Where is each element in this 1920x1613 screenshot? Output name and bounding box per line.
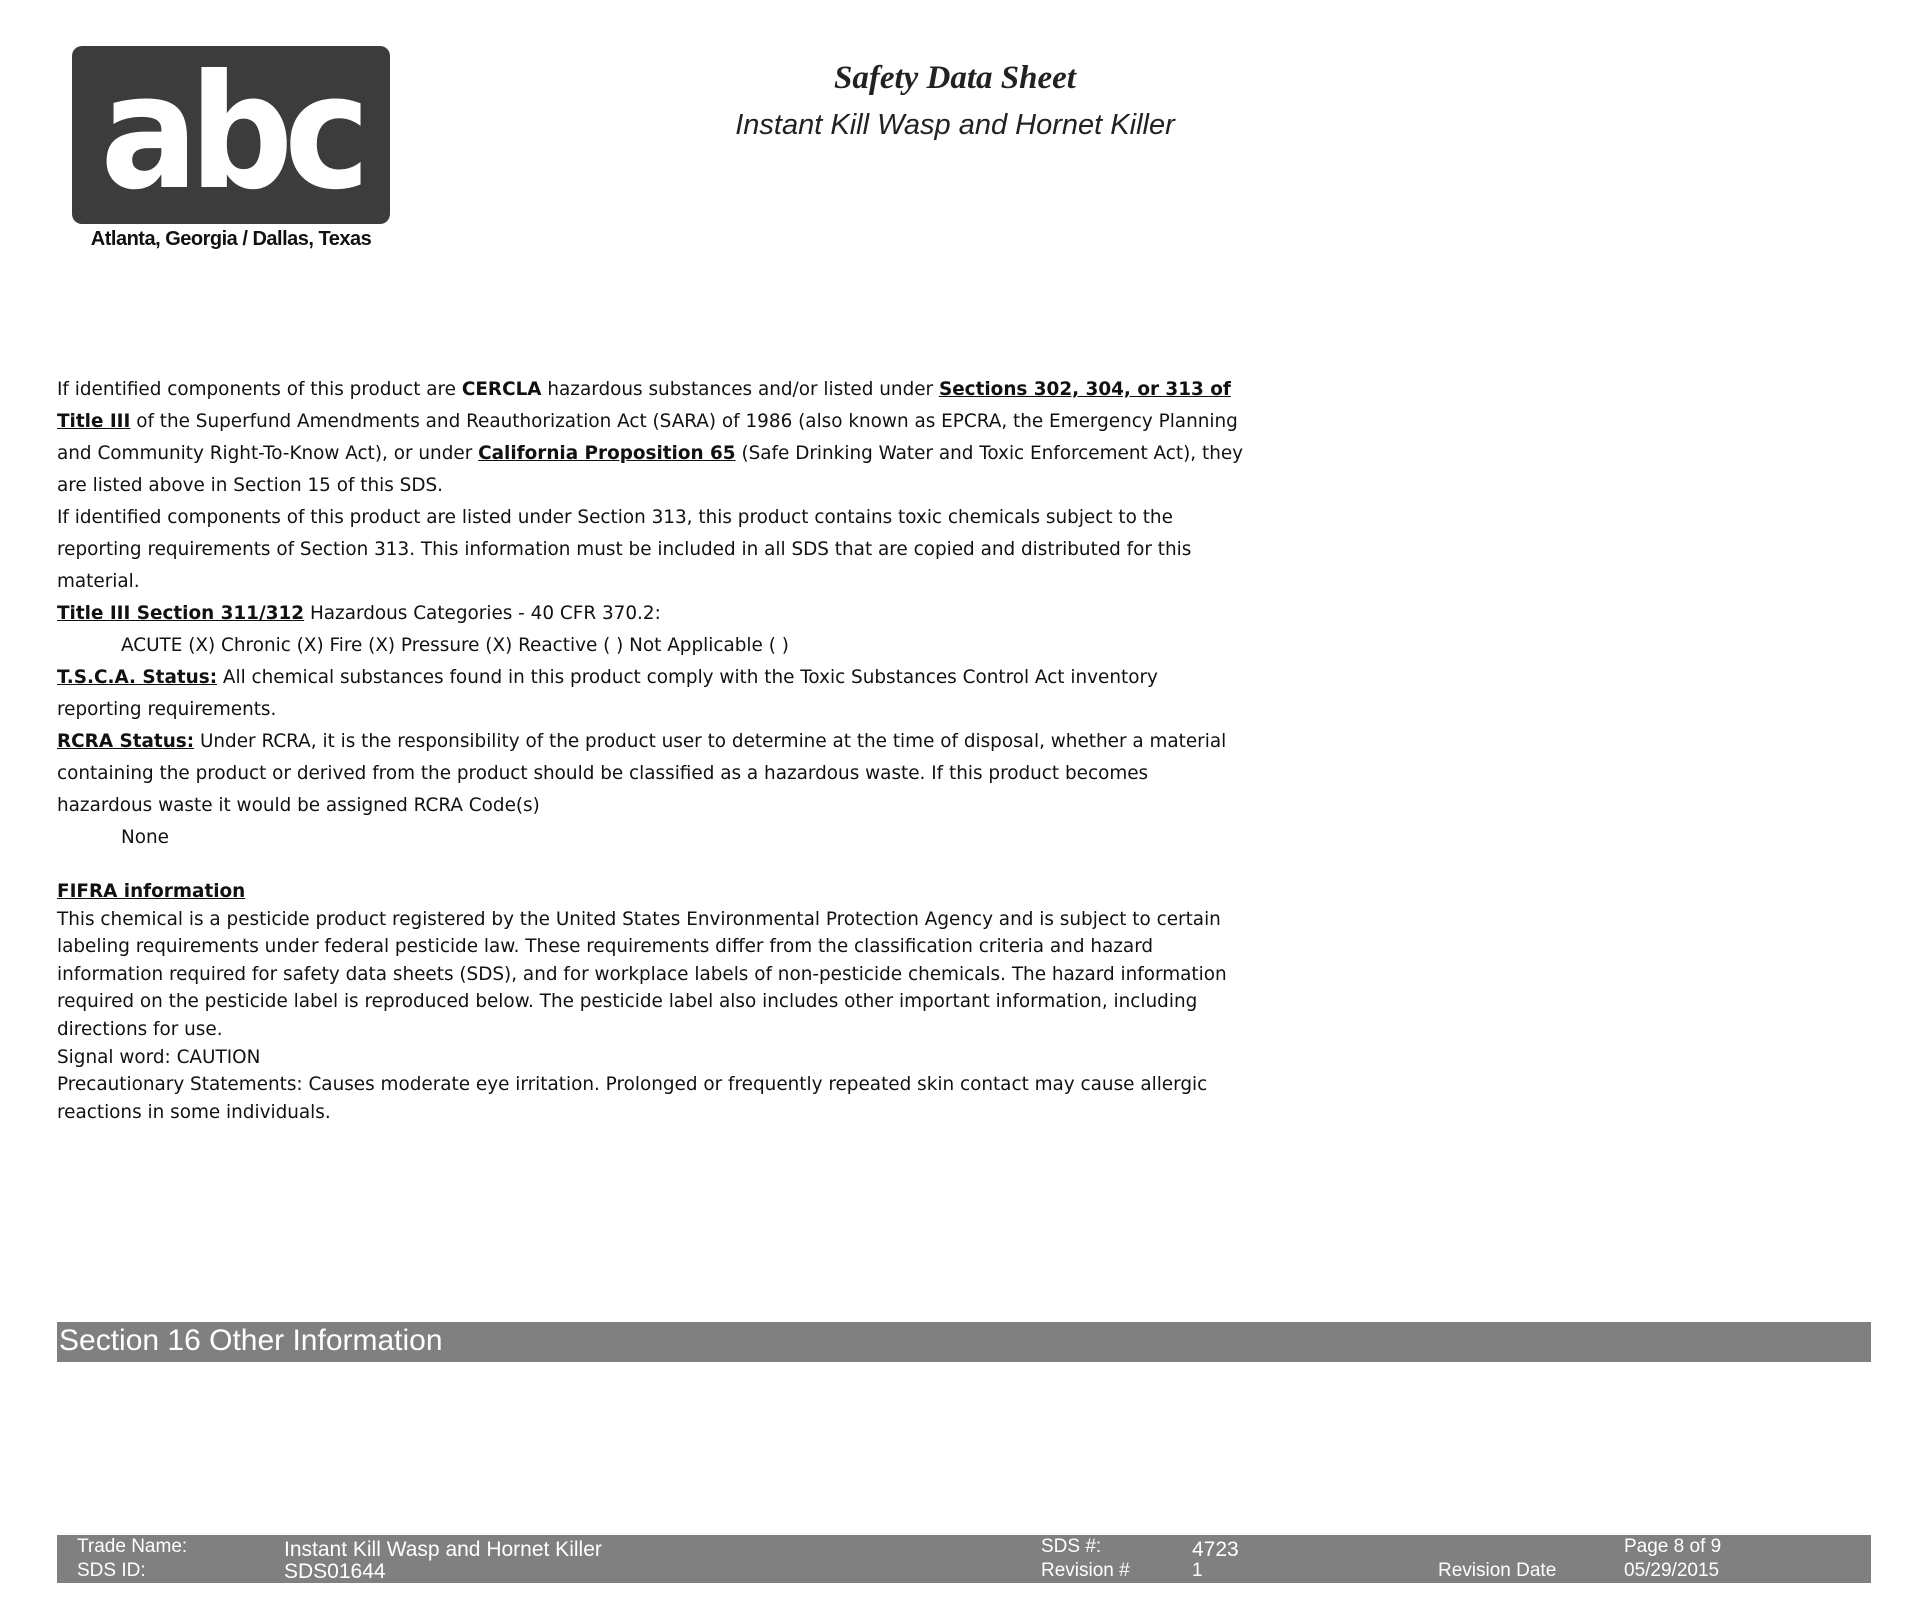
text-run: If identified components of this product are [57, 379, 462, 400]
paragraph-line: information required for safety data sheets (SDS), and for workplace labels of non-pesticide chemicals. The hazard information [57, 963, 1227, 985]
paragraph-line [57, 438, 1537, 470]
paragraph-line: reactions in some individuals. [57, 1101, 331, 1123]
paragraph-line [57, 374, 1537, 406]
text-run: of the Superfund Amendments and Reauthorization Act (SARA) of 1986 (also known as EPCRA, the Emergency Planning [130, 411, 1238, 432]
title-iii-label: Title III [57, 411, 131, 432]
revision-value: 1 [1192, 1560, 1203, 1581]
text-run: All chemical substances found in this product comply with the Toxic Substances Control Act inventory [217, 667, 1158, 688]
paragraph-line [57, 726, 1537, 758]
sds-id-value: SDS01644 [284, 1560, 386, 1583]
prop65-label: California Proposition 65 [478, 443, 736, 464]
sds-id-label: SDS ID: [77, 1560, 146, 1581]
text-run: Under RCRA, it is the responsibility of the product user to determine at the time of disposal, whether a material [194, 731, 1227, 752]
fifra-heading: FIFRA information [57, 881, 246, 902]
logo-cities: Atlanta, Georgia / Dallas, Texas [90, 228, 372, 250]
paragraph-line: material. [57, 571, 140, 592]
text-run: Hazardous Categories - 40 CFR 370.2: [304, 603, 661, 624]
paragraph-line: If identified components of this product are listed under Section 313, this product contains toxic chemicals subject to the [57, 507, 1173, 528]
section-16-header [57, 1322, 1871, 1362]
paragraph-line: required on the pesticide label is reproduced below. The pesticide label also includes other important information, including [57, 991, 1198, 1013]
revision-date-label: Revision Date [1438, 1560, 1557, 1581]
rcra-label: RCRA Status: [57, 731, 195, 752]
paragraph-line: reporting requirements of Section 313. This information must be included in all SDS that are copied and distributed for this [57, 539, 1192, 560]
trade-name-value: Instant Kill Wasp and Hornet Killer [284, 1538, 602, 1561]
document-footer [57, 1535, 1871, 1583]
rcra-code: None [121, 827, 169, 848]
paragraph-line: labeling requirements under federal pesticide law. These requirements differ from the classification criteria and hazard [57, 936, 1154, 958]
paragraph-line: are listed above in Section 15 of this SDS. [57, 475, 444, 496]
paragraph-line: This chemical is a pesticide product registered by the United States Environmental Protection Agency and is subject to certain [57, 908, 1221, 930]
text-run: (Safe Drinking Water and Toxic Enforcement Act), they [735, 443, 1244, 464]
trade-name-label: Trade Name: [77, 1536, 188, 1557]
sds-number-label: SDS #: [1041, 1536, 1102, 1557]
revision-date-value: 05/29/2015 [1624, 1560, 1720, 1581]
paragraph-line: containing the product or derived from the product should be classified as a hazardous waste. If this product becomes [57, 763, 1149, 784]
revision-label: Revision # [1041, 1560, 1130, 1581]
paragraph-line [57, 598, 1537, 630]
title-iii-311-label: Title III Section 311/312 [57, 603, 305, 624]
logo-text: abc [100, 41, 362, 225]
sheet-title: Safety Data Sheet [834, 60, 1076, 96]
paragraph-line: reporting requirements. [57, 699, 277, 720]
paragraph-line: Precautionary Statements: Causes moderate eye irritation. Prolonged or frequently repeated skin contact may cause allergic [57, 1074, 1208, 1096]
section-title: Section 16 Other Information [59, 1324, 443, 1357]
company-logo [72, 41, 390, 225]
sheet-product-name: Instant Kill Wasp and Hornet Killer [735, 109, 1175, 141]
paragraph-line: hazardous waste it would be assigned RCRA Code(s) [57, 795, 540, 816]
text-run: hazardous substances and/or listed under [541, 379, 939, 400]
hazard-categories: ACUTE (X) Chronic (X) Fire (X) Pressure (X) Reactive ( ) Not Applicable ( ) [121, 635, 789, 656]
paragraph-line [57, 406, 1537, 438]
page-number: Page 8 of 9 [1624, 1536, 1722, 1557]
paragraph-line: directions for use. [57, 1018, 223, 1040]
tsca-label: T.S.C.A. Status: [57, 667, 218, 688]
text-run: and Community Right-To-Know Act), or under [57, 443, 479, 464]
cercla-term: CERCLA [461, 379, 542, 400]
sara-sections-label: Sections 302, 304, or 313 of [938, 379, 1231, 400]
signal-word: Signal word: CAUTION [57, 1046, 261, 1068]
paragraph-line [57, 662, 1537, 694]
regulatory-text [57, 374, 1537, 854]
sds-number-value: 4723 [1192, 1538, 1239, 1561]
fifra-section [57, 878, 1537, 1126]
